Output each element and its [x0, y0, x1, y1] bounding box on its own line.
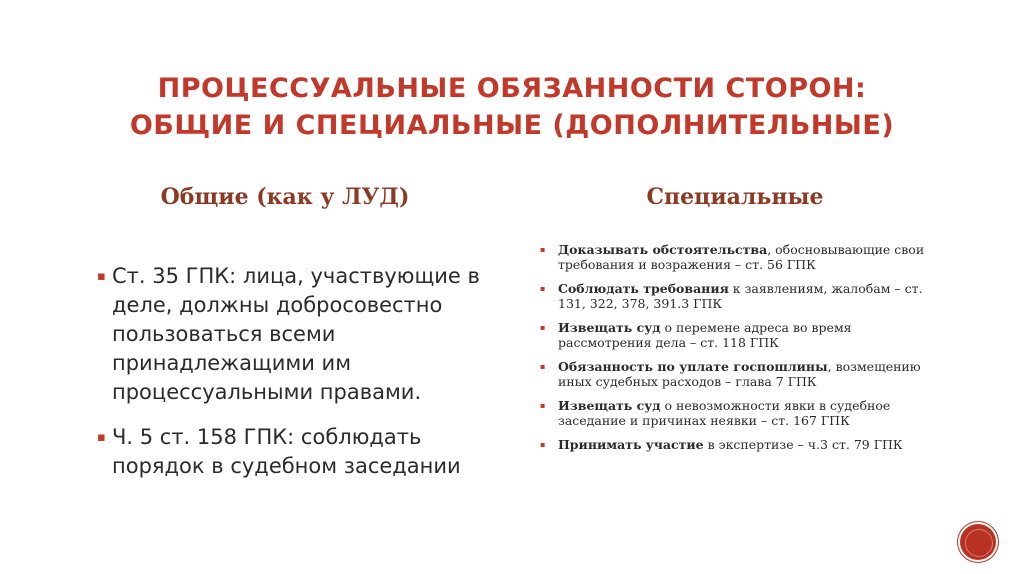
duty-name: Соблюдать требования: [558, 281, 729, 296]
list-item: [96, 423, 496, 481]
list-item: [540, 359, 940, 389]
list-item-text: Ч. 5 ст. 158 ГПК: соблюдать порядок в судебном заседании: [112, 425, 461, 478]
bullet-icon: ▪: [97, 430, 106, 445]
bullet-icon: ▪: [540, 284, 546, 293]
slide-title: [0, 70, 1024, 144]
bullet-icon: ▪: [540, 401, 546, 410]
duty-name: Принимать участие: [558, 437, 704, 452]
general-duties-heading: Общие (как у ЛУД): [160, 184, 410, 210]
list-item: [96, 262, 496, 407]
bullet-icon: ▪: [540, 245, 546, 254]
duty-name: Извещать суд: [558, 398, 661, 413]
slide-title-line-1: ПРОЦЕССУАЛЬНЫЕ ОБЯЗАННОСТИ СТОРОН:: [157, 73, 867, 104]
list-item: [540, 320, 940, 350]
special-duties-list: [540, 242, 940, 461]
general-duties-list: [96, 262, 496, 497]
duty-detail: к заявлениям, жалобам – ст. 131, 322, 378, 391.3 ГПК: [558, 281, 923, 311]
duty-name: Извещать суд: [558, 320, 661, 335]
circle-nav-icon[interactable]: [960, 524, 996, 560]
bullet-icon: ▪: [540, 362, 546, 371]
list-item: [540, 437, 940, 452]
bullet-icon: ▪: [97, 269, 106, 284]
list-item: [540, 242, 940, 272]
slide-title-line-2: ОБЩИЕ И СПЕЦИАЛЬНЫЕ (ДОПОЛНИТЕЛЬНЫЕ): [129, 110, 895, 141]
list-item: [540, 398, 940, 428]
duty-name: Доказывать обстоятельства: [558, 242, 768, 257]
list-item-text: Ст. 35 ГПК: лица, участвующие в деле, должны добросовестно пользоваться всеми принадлежащими им процессуальными правами.: [112, 264, 480, 404]
duty-detail: в экспертизе – ч.3 ст. 79 ГПК: [703, 437, 903, 452]
duty-detail: о перемене адреса во время рассмотрения дела – ст. 118 ГПК: [558, 320, 852, 350]
duty-detail: , возмещению иных судебных расходов – глава 7 ГПК: [558, 359, 921, 389]
duty-detail: о невозможности явки в судебное заседание и причинах неявки – ст. 167 ГПК: [558, 398, 891, 428]
bullet-icon: ▪: [540, 323, 546, 332]
circle-nav-inner-ring: [965, 529, 993, 557]
list-item: [540, 281, 940, 311]
duty-name: Обязанность по уплате госпошлины: [558, 359, 828, 374]
special-duties-heading: Специальные: [646, 184, 824, 210]
duty-detail: , обосновывающие свои требования и возражения – ст. 56 ГПК: [558, 242, 925, 272]
bullet-icon: ▪: [540, 440, 546, 449]
